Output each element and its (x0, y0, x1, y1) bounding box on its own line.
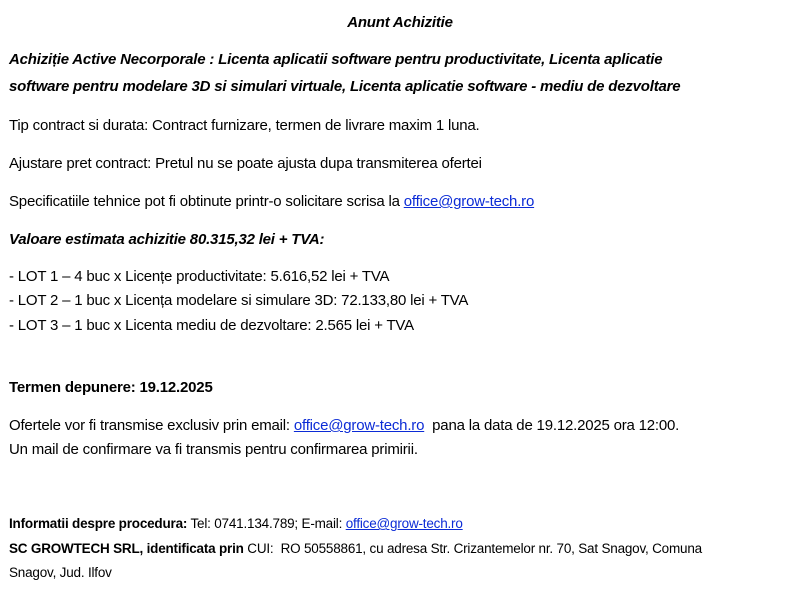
price-adjust-text: Ajustare pret contract: Pretul nu se poate ajusta dupa transmiterea ofertei (9, 155, 482, 172)
email-link-info[interactable]: office@grow-tech.ro (345, 516, 463, 531)
procedure-info (9, 514, 463, 534)
estimated-value-heading: Valoare estimata achizitie 80.315,32 lei + TVA: (9, 231, 325, 248)
company-label: SC GROWTECH SRL, identificata prin (9, 541, 244, 556)
offers-text: Ofertele vor fi transmise exclusiv prin email: (9, 417, 294, 434)
offers-paragraph (9, 416, 679, 436)
offers-deadline-text: pana la data de 19.12.2025 ora 12:00. (424, 417, 680, 434)
company-address-cont: Snagov, Jud. Ilfov (9, 565, 112, 580)
deadline-heading: Termen depunere: 19.12.2025 (9, 379, 213, 396)
confirmation-text: Un mail de confirmare va fi transmis pentru confirmarea primirii. (9, 441, 418, 458)
company-info (9, 539, 702, 559)
contract-type-text: Tip contract si durata: Contract furnizare, termen de livrare maxim 1 luna. (9, 117, 480, 134)
email-link-offers[interactable]: office@grow-tech.ro (293, 417, 425, 434)
lot-item-3: - LOT 3 – 1 buc x Licenta mediu de dezvoltare: 2.565 lei + TVA (9, 317, 414, 334)
subject-line-2: software pentru modelare 3D si simulari virtuale, Licenta aplicatie software - mediu de dezvoltare (9, 78, 681, 95)
company-text: CUI: RO 50558861, cu adresa Str. Crizantemelor nr. 70, Sat Snagov, Comuna (243, 541, 702, 556)
lot-item-1: - LOT 1 – 4 buc x Licențe productivitate: 5.616,52 lei + TVA (9, 268, 390, 285)
procedure-info-label: Informatii despre procedura: (9, 516, 188, 531)
email-link-specs[interactable]: office@grow-tech.ro (403, 193, 535, 210)
lot-item-2: - LOT 2 – 1 buc x Licența modelare si simulare 3D: 72.133,80 lei + TVA (9, 292, 469, 309)
page-title: Anunt Achizitie (347, 14, 453, 31)
specs-paragraph (9, 192, 534, 212)
procedure-info-text: Tel: 0741.134.789; E-mail: (187, 516, 346, 531)
specs-text: Specificatiile tehnice pot fi obtinute printr-o solicitare scrisa la (9, 193, 404, 210)
subject-line-1: Achiziție Active Necorporale : Licenta aplicatii software pentru productivitate, Licenta aplicatie (9, 51, 663, 68)
